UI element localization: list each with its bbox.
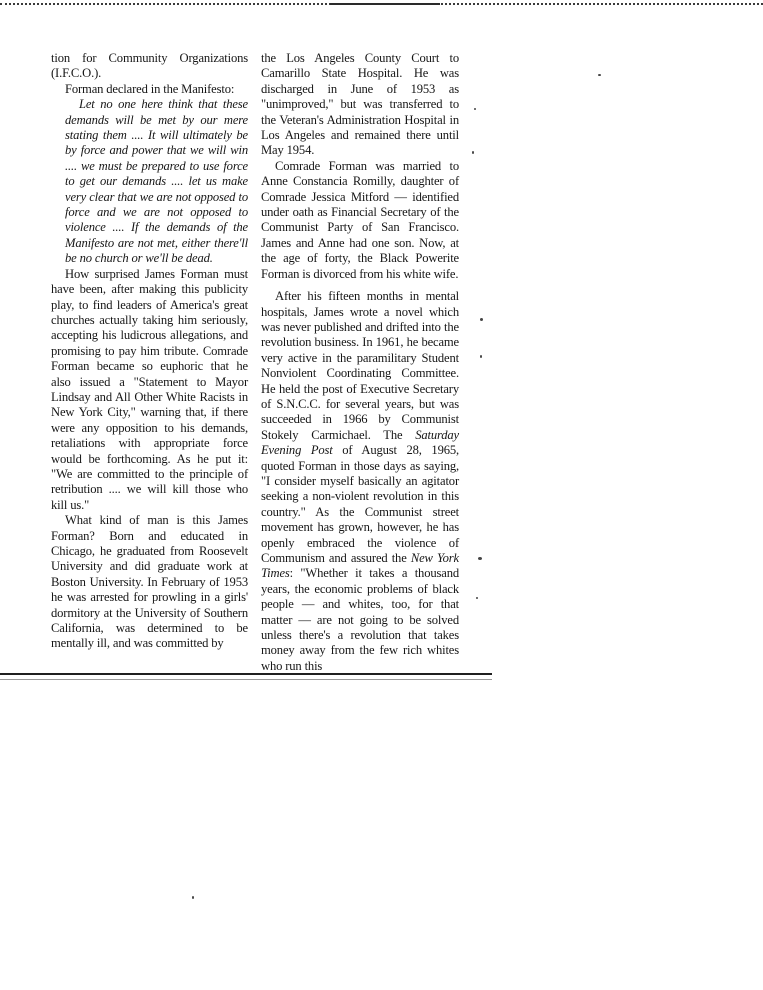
bottom-border-rule-faint [0, 679, 492, 680]
publication-title: Saturday Evening Post [261, 427, 459, 458]
paragraph: How surprised James Forman must have been, after making this publicity play, to find leaders of America's great churches actually taking him seriously, accepting his ludicrous allegations, and promising to pay him tribute. Comrade Forman became so euphoric that he also issued a "Statement to Mayor Lindsay and All Other White Racists in New York City," warning that, if there were any opposition to his demands, retaliations with appropriate force would be forthcoming. As he put it: "We are committed to the principle of retribution .... we will kill those who kill us." [51, 266, 248, 512]
scan-speck [476, 597, 478, 599]
paragraph: Comrade Forman was married to Anne Constancia Romilly, daughter of Comrade Jessica Mitford — identified under oath as Financial Secretary of the Communist Party of San Francisco. James and Anne had one son. Now, at the age of forty, the Black Powerite Forman is divorced from his white wife. [261, 158, 459, 281]
bottom-border-rule [0, 673, 492, 675]
scan-speck [192, 896, 194, 899]
paragraph: What kind of man is this James Forman? Born and educated in Chicago, he graduated from Roosevelt University and did graduate work at Boston University. In February of 1953 he was arrested for prowling in a girls' dormitory at the University of Southern California, was determined to be mentally ill, and was committed by [51, 513, 248, 651]
top-border-rule-solid [330, 3, 440, 5]
paragraph [261, 289, 459, 674]
scan-speck [480, 318, 483, 321]
paragraph: tion for Community Organizations (I.F.C.O.). [51, 51, 248, 81]
right-text-column [261, 51, 459, 674]
paragraph: Forman declared in the Manifesto: [65, 81, 235, 96]
paragraph-text: After his fifteen months in mental hospitals, James wrote a novel which was never published and drifted into the revolution business. In 1961, he became very active in the paramilitary Student Nonviolent Coordinating Committee. He held the post of Executive Secretary of S.N.C.C. for several years, but was succeeded in 1966 by Communist Stokely Carmichael. The [261, 289, 459, 442]
scan-speck [598, 74, 601, 76]
scan-speck [472, 151, 474, 154]
manifesto-quote: Let no one here think that these demands will be met by our mere stating them .... It will ultimately be by force and power that we will win .... we must be prepared to use force to get our demands .... let us make very clear that we are not opposed to force and we are not opposed to violence .... If the demands of the Manifesto are not met, either there'll be no church or we'll be dead. [65, 97, 248, 266]
left-text-column [51, 51, 248, 652]
paragraph-text: : "Whether it takes a thousand years, the economic problems of black people — and whites, too, for that matter — are not going to be solved unless there's a revolution that takes money away from the few rich whites who run this [261, 566, 459, 673]
scan-speck [478, 557, 482, 560]
scan-speck [474, 108, 476, 110]
publication-title: New York Times [261, 551, 459, 581]
scan-speck [480, 355, 482, 358]
paragraph: the Los Angeles County Court to Camarillo State Hospital. He was discharged in June of 1953 as "unimproved," but was transferred to the Veteran's Administration Hospital in Los Angeles and remained there until May 1954. [261, 51, 459, 158]
paragraph-text: of August 28, 1965, quoted Forman in those days as saying, "I consider myself basically an agitator seeking a non-violent revolution in this country." As the Communist street movement has grown, however, he has openly embraced the violence of Communism and assured the [261, 443, 460, 565]
